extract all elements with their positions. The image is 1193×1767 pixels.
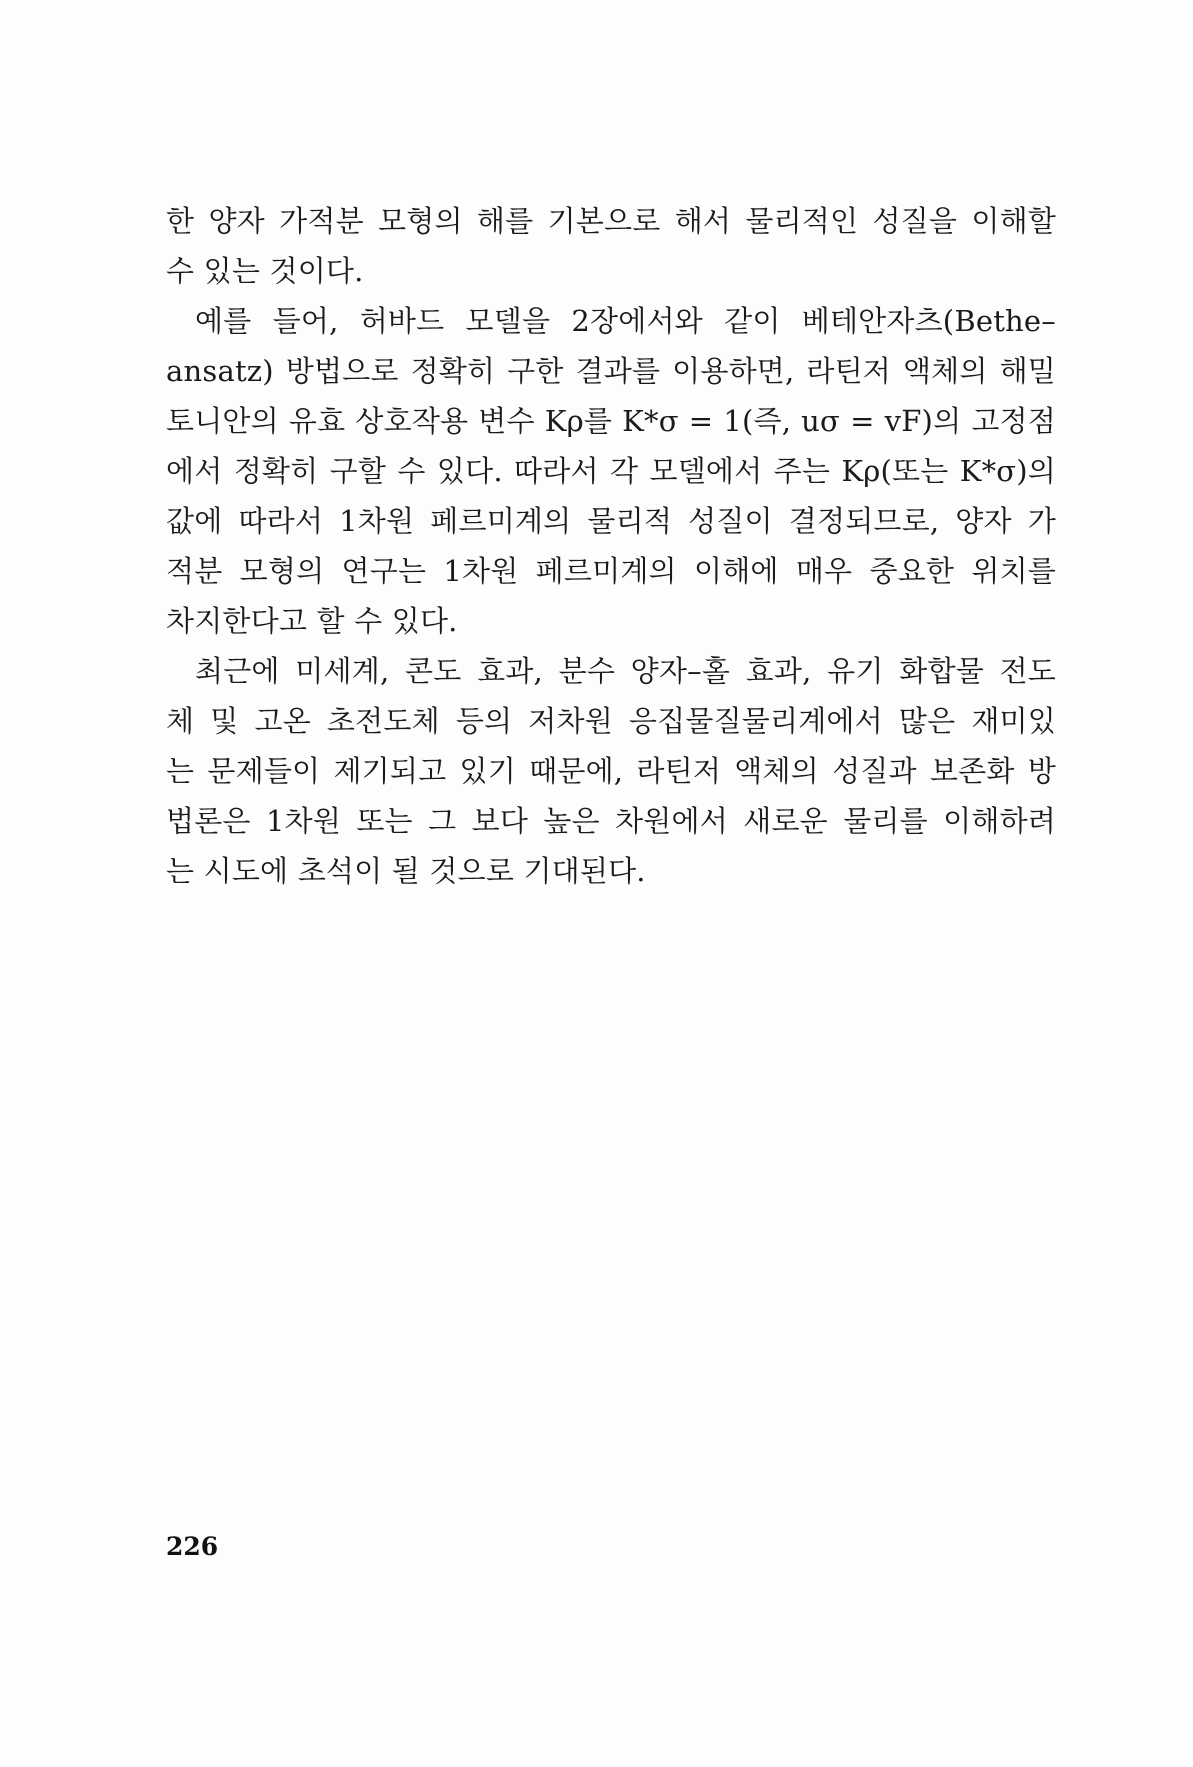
text-line: 적분 모형의 연구는 1차원 페르미계의 이해에 매우 중요한 위치를 [166, 554, 1056, 588]
text-line: 에서 정확히 구할 수 있다. 따라서 각 모델에서 주는 Kρ(또는 K*σ)의 [166, 454, 1056, 488]
paragraph-start-line: 예를 들어, 허바드 모델을 2장에서와 같이 베테안자츠(Bethe– [195, 304, 1056, 338]
text-line: 차지한다고 할 수 있다. [166, 604, 458, 638]
text-line: 토니안의 유효 상호작용 변수 Kρ를 K*σ = 1(즉, uσ = vF)의 고정점 [166, 404, 1056, 438]
text-line: 는 문제들이 제기되고 있기 때문에, 라틴저 액체의 성질과 보존화 방 [166, 754, 1056, 788]
text-line: 값에 따라서 1차원 페르미계의 물리적 성질이 결정되므로, 양자 가 [166, 504, 1056, 538]
body-text [166, 196, 1056, 896]
text-line: 한 양자 가적분 모형의 해를 기본으로 해서 물리적인 성질을 이해할 [166, 204, 1056, 238]
text-line: 체 및 고온 초전도체 등의 저차원 응집물질물리계에서 많은 재미있 [166, 704, 1056, 738]
text-line: ansatz) 방법으로 정확히 구한 결과를 이용하면, 라틴저 액체의 해밀 [166, 354, 1056, 388]
paragraph-start-line: 최근에 미세계, 콘도 효과, 분수 양자–홀 효과, 유기 화합물 전도 [195, 654, 1056, 688]
text-line: 수 있는 것이다. [166, 254, 364, 288]
page-number: 226 [166, 1532, 219, 1561]
text-line: 는 시도에 초석이 될 것으로 기대된다. [166, 854, 646, 888]
text-line: 법론은 1차원 또는 그 보다 높은 차원에서 새로운 물리를 이해하려 [166, 804, 1056, 838]
